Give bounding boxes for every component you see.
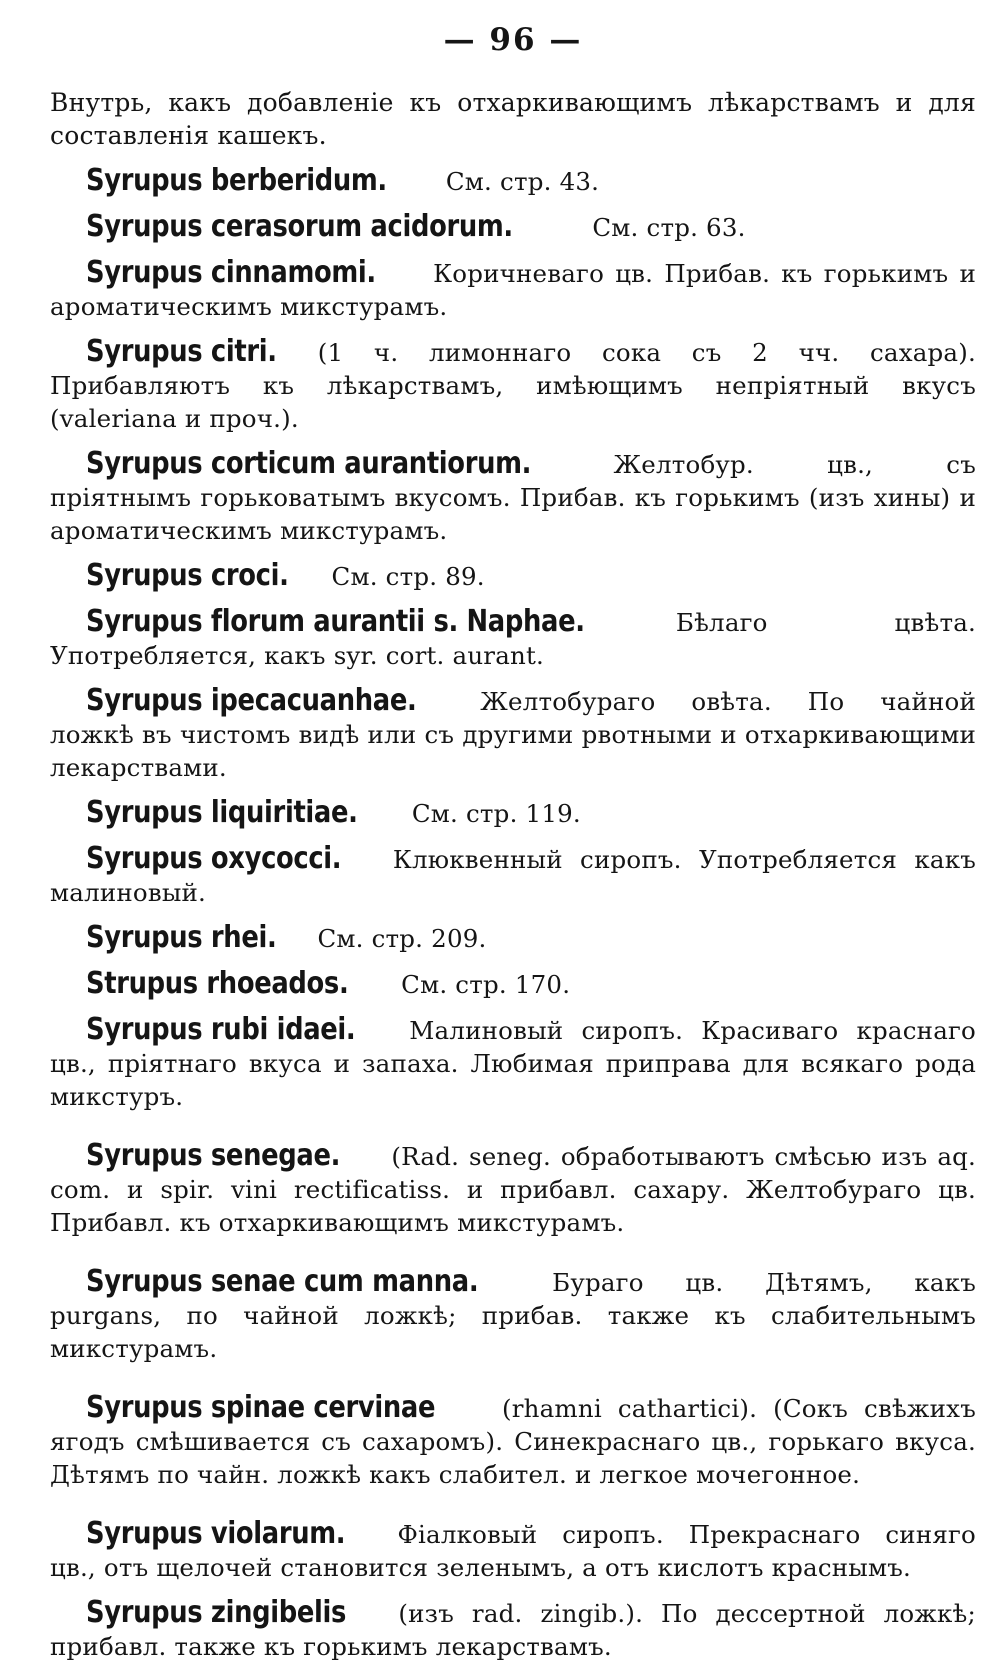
entry: [50, 1596, 976, 1663]
entry-term: Strupus rhoeados.: [86, 966, 349, 1001]
entry: [50, 921, 976, 955]
entry: [50, 684, 976, 784]
entry: [50, 1391, 976, 1491]
entry-description: См. стр. 119.: [411, 799, 581, 828]
entry-term: Syrupus senae cum manna.: [86, 1264, 479, 1299]
entry-description: Бураго цв. Дѣтямъ, какъ purgans, по чайной ложкѣ; прибав. также къ слабительнымъ микстурамъ.: [50, 1268, 976, 1363]
entry-term: Syrupus cerasorum acidorum.: [86, 209, 513, 244]
page-number: — 96 —: [443, 22, 583, 58]
entry-description: Бѣлаго цвѣта. Употребляется, какъ syr. cort. aurant.: [50, 608, 976, 670]
entry: [50, 796, 976, 830]
entry-term: Syrupus violarum.: [86, 1516, 346, 1551]
intro-text: Внутрь, какъ добавленіе къ отхаркивающимъ лѣкарствамъ и для составленія кашекъ.: [50, 88, 976, 150]
entry: [50, 1265, 976, 1365]
entry-term: Syrupus senegae.: [86, 1138, 341, 1173]
entry-term: Syrupus oxycocci.: [86, 841, 342, 876]
entry-term: Syrupus florum aurantii s. Naphae.: [86, 604, 585, 639]
entry-description: См. стр. 209.: [317, 924, 487, 953]
entry: [50, 447, 976, 547]
entry-description: (rhamni cathartici). (Сокъ свѣжихъ ягодъ смѣшивается съ сахаромъ). Синекраснаго цв., горькаго вкуса. Дѣтямъ по чайн. ложкѣ какъ слабител. и легкое мочегонное.: [50, 1394, 976, 1489]
entry: [50, 605, 976, 672]
entry: [50, 1013, 976, 1113]
entry-description: Малиновый сиропъ. Красиваго краснаго цв., пріятнаго вкуса и запаха. Любимая приправа для всякаго рода микстуръ.: [50, 1016, 976, 1111]
entry: [50, 256, 976, 323]
entry-description: (изъ rad. zingib.). По дессертной ложкѣ; прибавл. также къ горькимъ лекарствамъ.: [50, 1599, 976, 1661]
entries-list: [50, 164, 976, 1663]
entry-term: Syrupus berberidum.: [86, 163, 387, 198]
entry: [50, 842, 976, 909]
entry: [50, 967, 976, 1001]
entry-description: Желтобур. цв., съ пріятнымъ горьковатымъ вкусомъ. Прибав. къ горькимъ (изъ хины) и ароматическимъ микстурамъ.: [50, 450, 976, 545]
entry-term: Syrupus cinnamomi.: [86, 255, 376, 290]
entry-description: См. стр. 43.: [445, 167, 600, 196]
entry-term: Syrupus croci.: [86, 558, 289, 593]
entry-term: Syrupus corticum aurantiorum.: [86, 446, 532, 481]
entry-description: (1 ч. лимоннаго сока съ 2 чч. сахара). Прибавляютъ къ лѣкарствамъ, имѣющимъ непріятный вкусъ (valeriana и проч.).: [50, 338, 976, 433]
entry-term: Syrupus rhei.: [86, 920, 277, 955]
entry-description: Желтобураго овѣта. По чайной ложкѣ въ чистомъ видѣ или съ другими рвотными и отхаркивающими лекарствами.: [50, 687, 976, 782]
entry-description: См. стр. 170.: [401, 970, 571, 999]
entry: [50, 164, 976, 198]
entry-description: (Rad. seneg. обработываютъ смѣсью изъ aq. com. и spir. vini rectificatiss. и прибавл. сахару. Желтобураго цв. Прибавл. къ отхаркивающимъ микстурамъ.: [50, 1142, 976, 1237]
entry-term: Syrupus spinae cervinae: [86, 1390, 436, 1425]
entry-term: Syrupus rubi idaei.: [86, 1012, 356, 1047]
entry-description: См. стр. 89.: [331, 562, 485, 591]
entry-term: Syrupus citri.: [86, 334, 277, 369]
entry: [50, 1517, 976, 1584]
entry: [50, 335, 976, 435]
entry: [50, 1139, 976, 1239]
entry-term: Syrupus zingibelis: [86, 1595, 347, 1630]
entry-description: Клюквенный сиропъ. Употребляется какъ малиновый.: [50, 845, 976, 907]
entry-description: Фіалковый сиропъ. Прекраснаго синяго цв., отъ щелочей становится зеленымъ, а отъ кислотъ краснымъ.: [50, 1520, 976, 1582]
entry-description: См. стр. 63.: [592, 213, 746, 242]
entry-term: Syrupus liquiritiae.: [86, 795, 358, 830]
entry: [50, 559, 976, 593]
entry: [50, 210, 976, 244]
entry-description: Коричневаго цв. Прибав. къ горькимъ и ароматическимъ микстурамъ.: [50, 259, 976, 321]
entry-term: Syrupus ipecacuanhae.: [86, 683, 417, 718]
